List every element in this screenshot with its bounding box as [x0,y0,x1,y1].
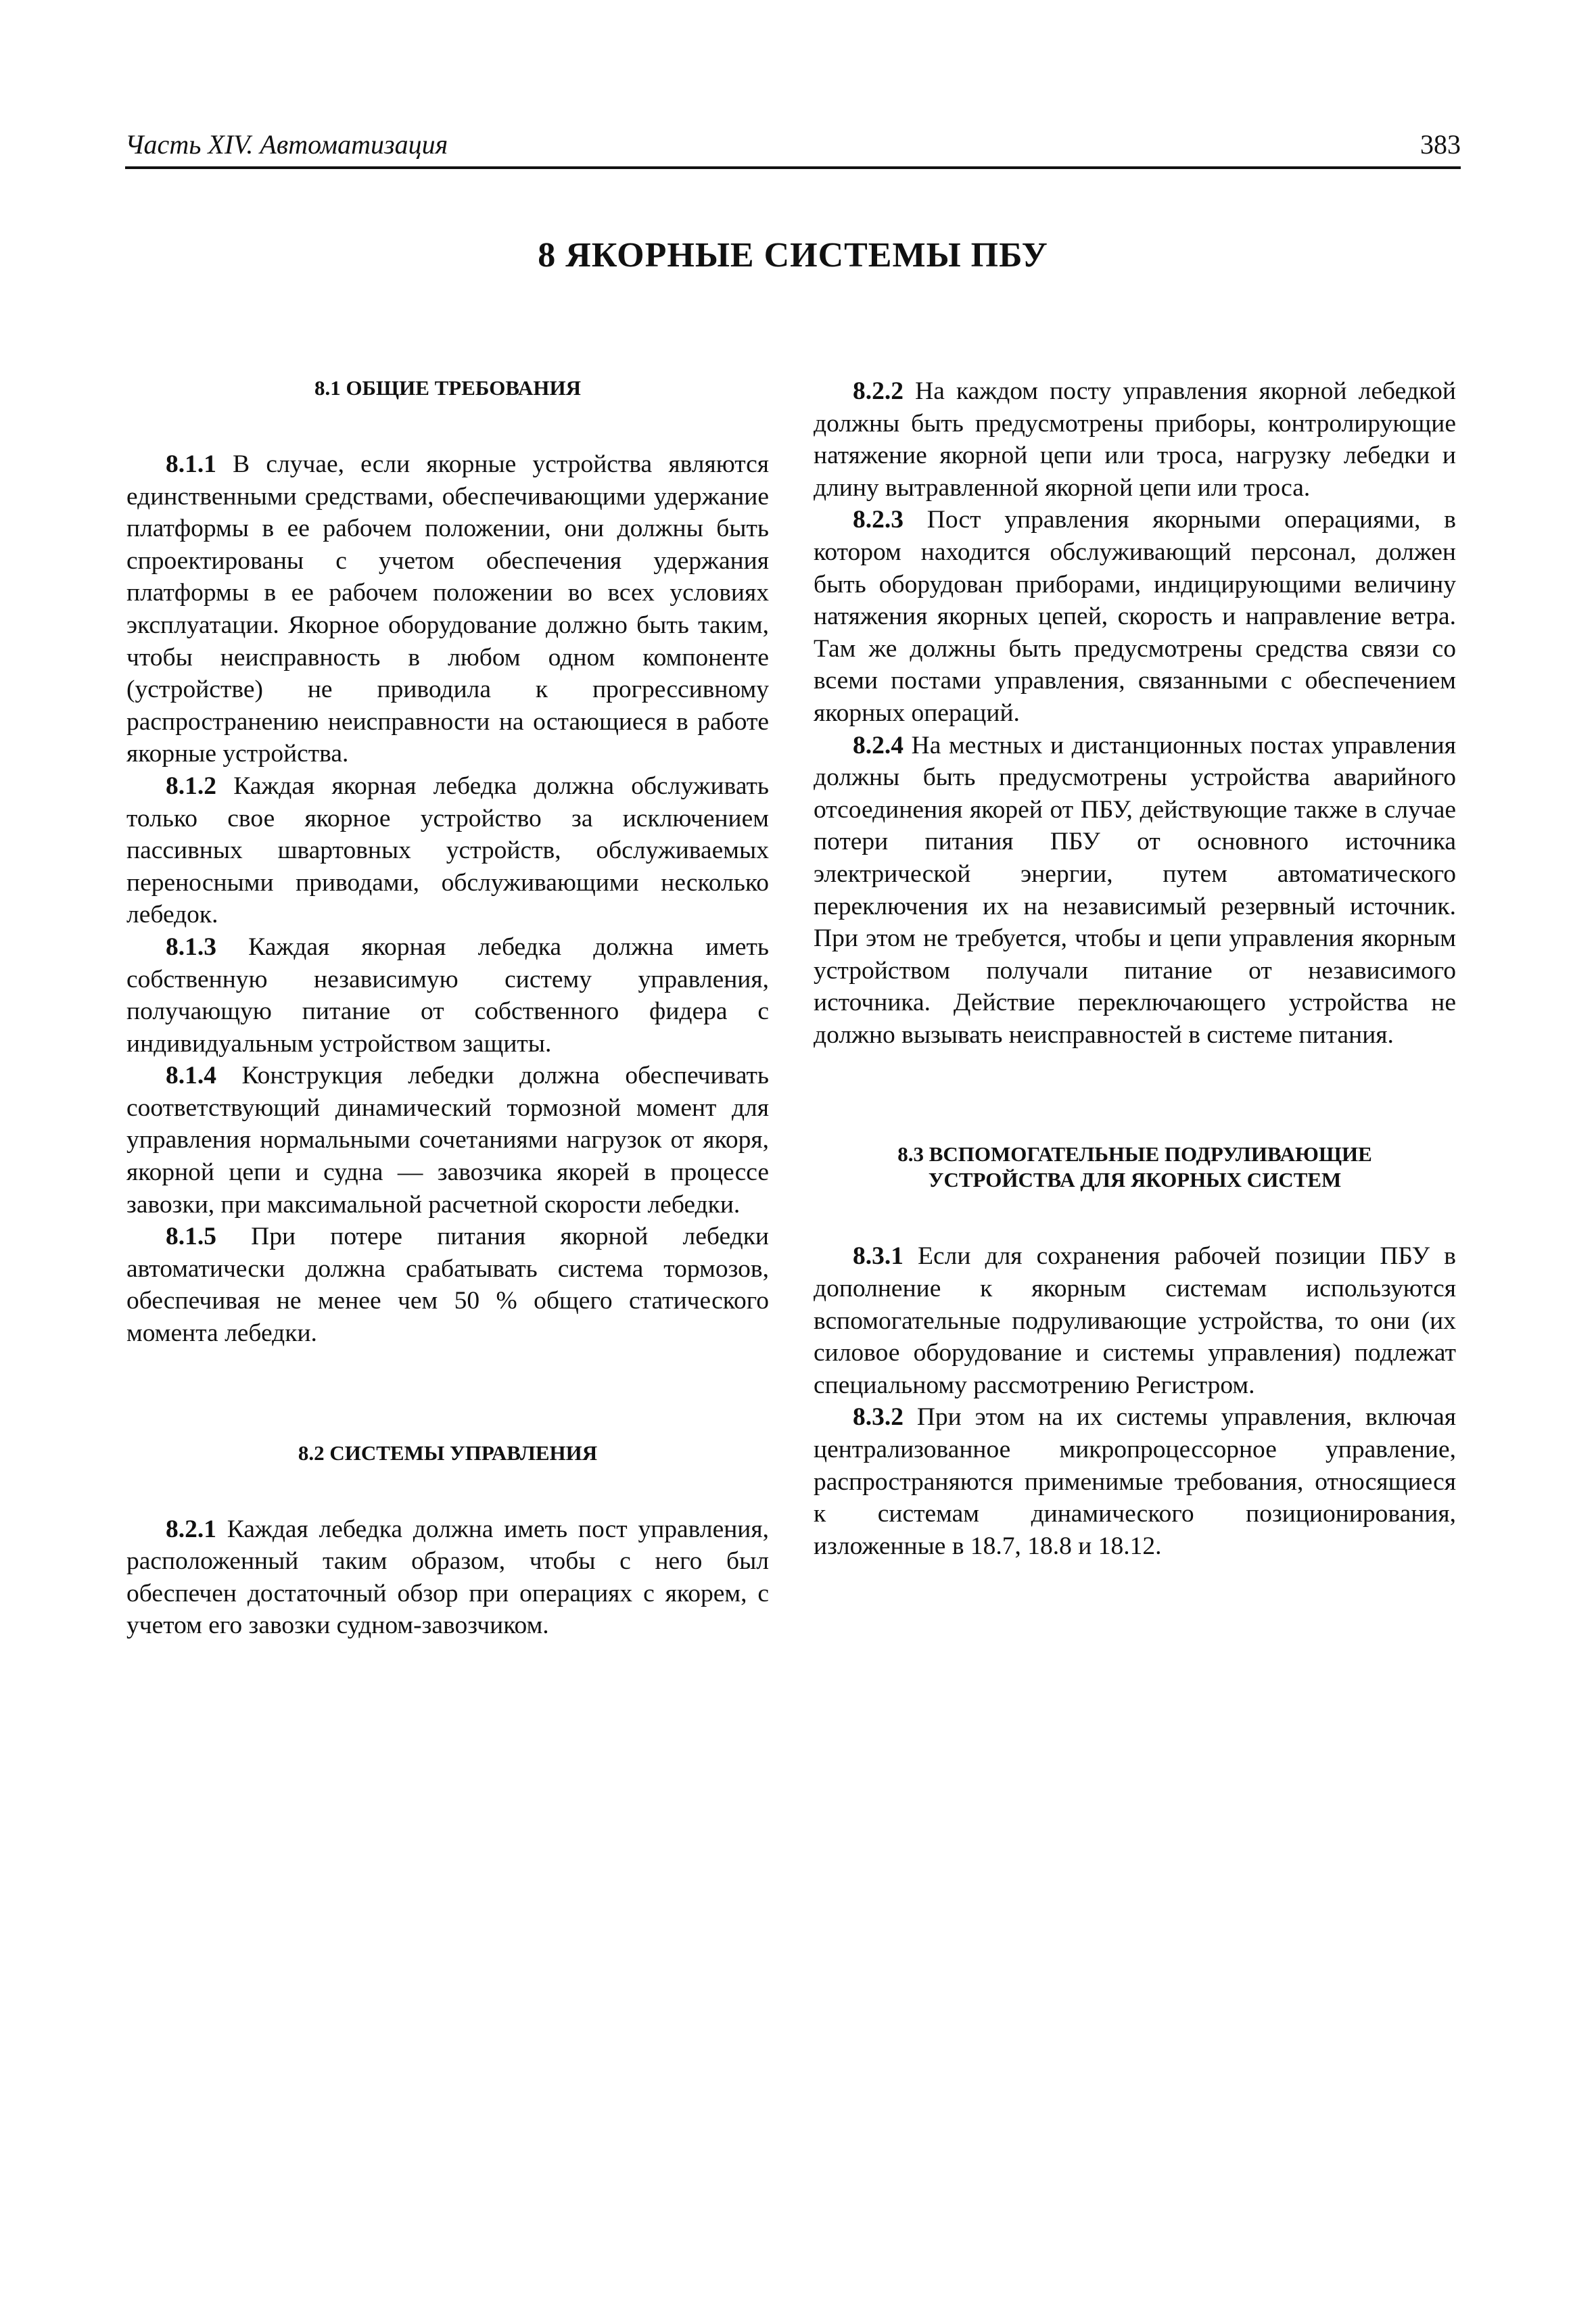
paragraph-number: 8.1.4 [166,1062,216,1090]
section-heading-8-2: 8.2 СИСТЕМЫ УПРАВЛЕНИЯ [298,1440,598,1465]
section-heading-line: УСТРОЙСТВА ДЛЯ ЯКОРНЫХ СИСТЕМ [928,1168,1342,1192]
running-title: Часть XIV. Автоматизация [125,129,448,160]
paragraph-8-2-1 [126,1513,769,1642]
running-header [125,128,1461,169]
paragraph-number: 8.1.2 [166,772,216,800]
paragraph-text: Каждая якорная лебедка должна обслуживать только свое якорное устройство за исключением пассивных швартовных устройств, обслуживаемых переносными приводами, обслуживающими несколько лебедок. [126,772,769,929]
paragraph-text: Каждая якорная лебедка должна иметь собственную независимую систему управления, получающую питание от собственного фидера с индивидуальным устройством защиты. [126,933,769,1058]
paragraph-8-2-4 [814,730,1456,1052]
section-heading-line: 8.3 ВСПОМОГАТЕЛЬНЫЕ ПОДРУЛИВАЮЩИЕ [897,1142,1372,1167]
section-heading-8-1: 8.1 ОБЩИЕ ТРЕБОВАНИЯ [314,376,582,400]
paragraph-8-1-2 [126,770,769,931]
paragraph-8-1-5 [126,1221,769,1349]
paragraph-number: 8.3.2 [853,1403,903,1432]
paragraph-number: 8.2.2 [853,377,903,405]
paragraph-number: 8.2.4 [853,731,903,759]
paragraph-text: Конструкция лебедки должна обеспечивать соответствующий динамический тормозной момент для управления нормальными сочетаниями нагрузок от якоря, якорной цепи и судна — завозчика якорей в процессе завозки, при максимальной расчетной скорости лебедки. [126,1062,769,1219]
section-heading-8-3 [814,1142,1456,1193]
paragraph-number: 8.1.5 [166,1223,216,1251]
paragraph-number: 8.3.1 [853,1242,903,1271]
paragraph-number: 8.2.1 [166,1515,216,1543]
paragraph-8-3-1 [814,1240,1456,1401]
paragraph-text: Каждая лебедка должна иметь пост управления, расположенный таким образом, чтобы с него был обеспечен достаточный обзор при операциях с якорем, с учетом его завозки судном-завозчиком. [126,1515,769,1640]
paragraph-8-1-3 [126,931,769,1060]
right-column [814,375,1456,1562]
paragraph-text: На каждом посту управления якорной лебедкой должны быть предусмотрены приборы, контролирующие натяжение якорной цепи или троса, нагрузку лебедки и длину вытравленной якорной цепи или троса. [814,377,1456,502]
left-column [126,375,769,1642]
paragraph-8-1-1 [126,448,769,770]
paragraph-text: На местных и дистанционных постах управления должны быть предусмотрены устройства аварийного отсоединения якорей от ПБУ, действующие также в случае потери питания ПБУ от основного источника электрической энергии, путем автоматического переключения их на независимый резервный источник. При этом не требуется, чтобы и цепи управления якорным устройством получали питание от независимого источника. Действие переключающего устройства не должно вызывать неисправностей в системе питания. [814,731,1456,1049]
paragraph-8-2-2 [814,375,1456,504]
paragraph-text: Пост управления якорными операциями, в котором находится обслуживающий персонал, должен быть оборудован приборами, индицирующими величину натяжения якорных цепей, скорость и направление ветра. Там же должны быть предусмотрены средства связи со всеми постами управления, связанными с обеспечением якорных операций. [814,506,1456,727]
chapter-title: 8 ЯКОРНЫЕ СИСТЕМЫ ПБУ [538,236,1048,275]
paragraph-text: При этом на их системы управления, включая централизованное микропроцессорное управление, распространяются применимые требования, относящиеся к системам динамического позиционирования, изложенные в 18.7, 18.8 и 18.12. [814,1403,1456,1560]
paragraph-number: 8.2.3 [853,506,903,534]
paragraph-text: Если для сохранения рабочей позиции ПБУ в дополнение к якорным системам используются вспомогательные подруливающие устройства, то они (их силовое оборудование и системы управления) подлежат специальному рассмотрению Регистром. [814,1242,1456,1399]
paragraph-8-3-2 [814,1401,1456,1562]
paragraph-8-2-3 [814,504,1456,729]
page-number: 383 [1420,129,1461,160]
paragraph-8-1-4 [126,1060,769,1221]
paragraph-text: В случае, если якорные устройства являются единственными средствами, обеспечивающими удержание платформы в ее рабочем положении, они должны быть спроектированы с учетом обеспечения удержания платформы в ее рабочем положении во всех условиях эксплуатации. Якорное оборудование должно быть таким, чтобы неисправность в любом одном компоненте (устройстве) не приводила к прогрессивному распространению неисправности на остающиеся в работе якорные устройства. [126,450,769,768]
paragraph-number: 8.1.1 [166,450,216,478]
paragraph-text: При потере питания якорной лебедки автоматически должна срабатывать система тормозов, обеспечивая не менее чем 50 % общего статического момента лебедки. [126,1223,769,1348]
paragraph-number: 8.1.3 [166,933,216,961]
